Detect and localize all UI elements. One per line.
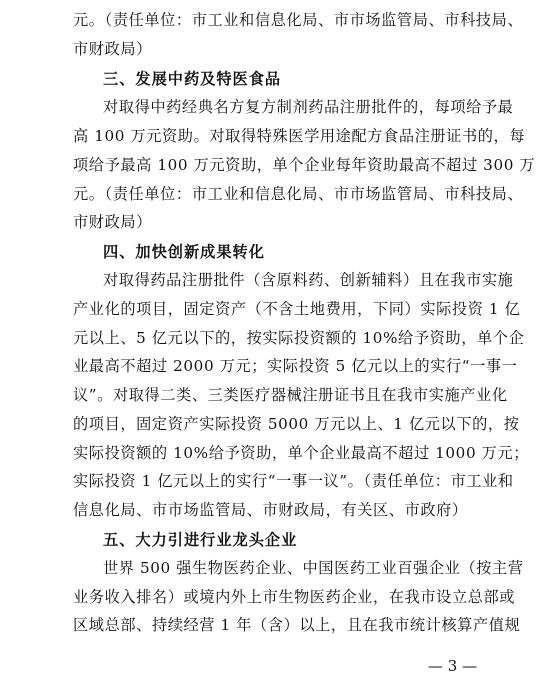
body-text-line: 业最高不超过 2000 万元；实际投资 5 亿元以上的实行“一事一 [73, 357, 518, 375]
body-text-line: 世界 500 强生物医药企业、中国医药工业百强企业（按主营 [103, 559, 524, 577]
body-text-line: 对取得药品注册批件（含原料药、创新辅料）且在我市实施 [103, 271, 514, 289]
section-heading: 四、加快创新成果转化 [103, 243, 265, 261]
body-text-line: 市财政局） [73, 40, 152, 58]
body-text-line: 信息化局、市市场监管局、市财政局，有关区、市政府） [73, 501, 468, 519]
body-text-line: 的项目，固定资产实际投资 5000 万元以上、1 亿元以下的，按 [73, 415, 520, 433]
section-heading: 三、发展中药及特医食品 [103, 70, 282, 88]
body-text-line: 实际投资 1 亿元以上的实行“一事一议”。（责任单位：市工业和 [73, 472, 514, 490]
body-text-line: 议”。对取得二类、三类医疗器械注册证书且在我市实施产业化 [73, 386, 508, 404]
body-text-line: 产业化的项目，固定资产（不含土地费用，下同）实际投资 1 亿 [73, 300, 521, 318]
body-text-line: 元以上、5 亿元以下的，按实际投资额的 10%给予资助，单个企 [73, 329, 525, 347]
body-text-line: 项给予最高 100 万元资助，单个企业每年资助最高不超过 300 万 [73, 156, 536, 174]
body-text-line: 高 100 万元资助。对取得特殊医学用途配方食品注册证书的，每 [73, 127, 526, 145]
page-number: — 3 — [428, 657, 478, 675]
body-text-line: 实际投资额的 10%给予资助，单个企业最高不超过 1000 万元； [73, 444, 530, 462]
section-heading: 五、大力引进行业龙头企业 [103, 531, 298, 549]
body-text-line: 对取得中药经典名方复方制剂药品注册批件的，每项给予最 [103, 98, 514, 116]
body-text-line: 元。（责任单位：市工业和信息化局、市市场监管局、市科技局、 [73, 11, 524, 29]
body-text-line: 市财政局） [73, 213, 152, 231]
body-text-line: 区域总部、持续经营 1 年（含）以上，且在我市统计核算产值规 [73, 616, 521, 634]
body-text-line: 元。（责任单位：市工业和信息化局、市市场监管局、市科技局、 [73, 185, 524, 203]
body-text-line: 业务收入排名）或境内外上市生物医药企业，在我市设立总部或 [73, 588, 516, 606]
